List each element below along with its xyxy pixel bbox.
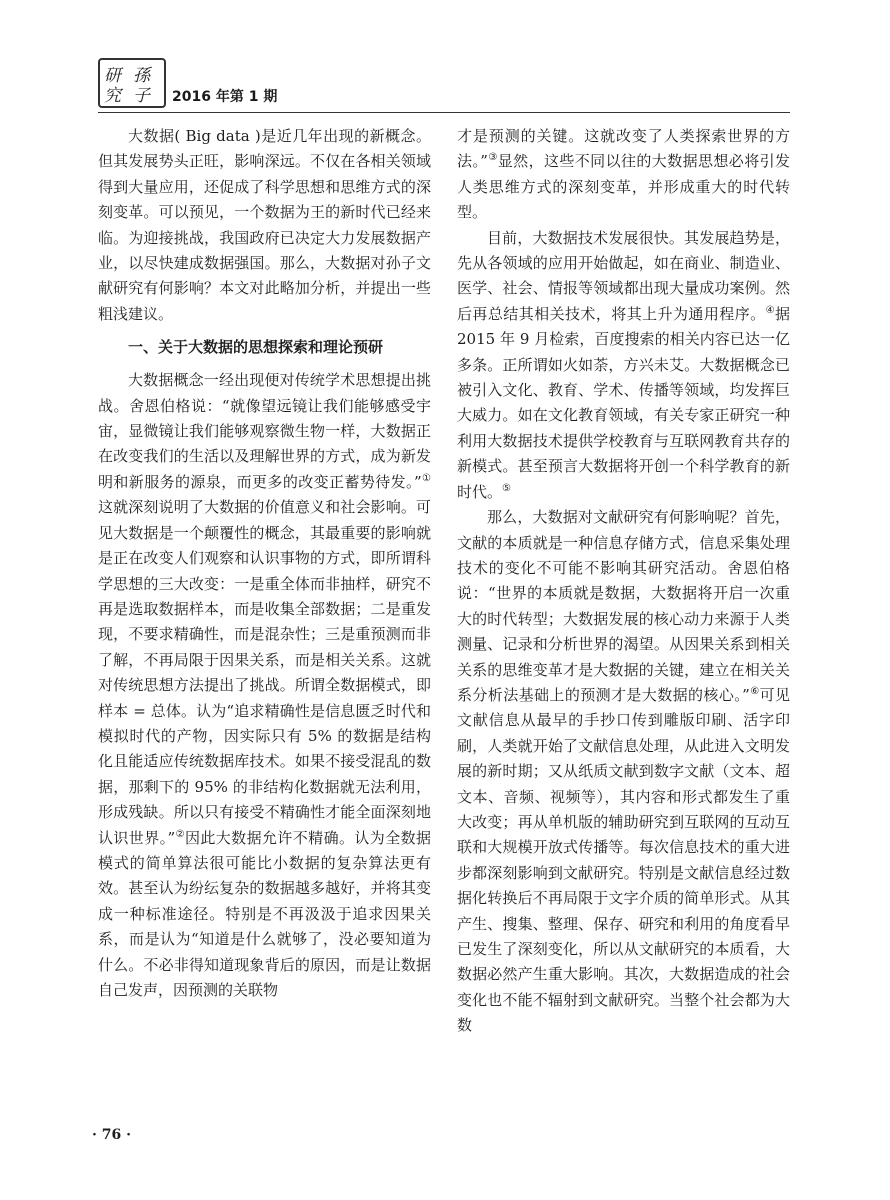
intro-paragraph: [98, 124, 431, 327]
footnote-ref-3[interactable]: ③: [487, 152, 498, 164]
journal-logo: [98, 58, 166, 108]
body-text: 这就深刻说明了大数据的价值意义和社会影响。可见大数据是一个颠覆性的概念，其最重要的影响就是正在改变人们观察和认识事物的方式，即所谓科学思想的三大改变：一是重全体而非抽样，研究不再是选取数据样本，而是收集全部数据；二是重发现，不要求精确性，而是混杂性；三是重预测而非了解，不再局限于因果关系，而是相关关系。这就对传统思想方法提出了挑战。所谓全数据模式，即样本 = 总体。认为“追求精确性是信息匮乏时代和模拟时代的产物，因实际只有 5% 的数据是结构化且能适应传统数据库技术。如果不接受混乱的数据，那剩下的 95% 的非结构化数据就无法利用，形成残缺。所以只有接受不精确性才能全面深刻地认识世界。”: [98, 498, 431, 847]
footnote-ref-1[interactable]: ①: [421, 472, 432, 484]
section-heading: 一、关于大数据的思想探索和理论预研: [128, 338, 384, 357]
body-text: 据 2015 年 9 月检索，百度搜索的相关内容已达一亿多条。正所谓如火如荼，方兴未艾。大数据概念已被引入文化、教育、学术、传播等领域，均发挥巨大威力。如在文化教育领域，有关专家正研究一种利用大数据技术提供学校教育与互联网教育共存的新模式。甚至预言大数据将开创一个科学教育的新时代。: [457, 304, 790, 501]
body-text: 目前，大数据技术发展很快。其发展趋势是，先从各领域的应用开始做起，如在商业、制造业、医学、社会、情报等领域都出现大量成功案例。然后再总结其相关技术，将其上升为通用程序。: [457, 228, 790, 323]
right-column: [457, 124, 790, 1039]
left-column: [98, 124, 431, 1003]
header-rule: [98, 112, 790, 113]
svg-text:究: 究: [104, 86, 121, 106]
body-paragraph: [457, 505, 790, 1039]
continued-paragraph: [457, 124, 790, 226]
body-paragraph: [457, 226, 790, 505]
body-paragraph: [98, 368, 431, 1003]
page-number: · 76 ·: [92, 1127, 131, 1143]
body-text: 才是预测的关键。这就改变了人类探索世界的方法。”: [457, 127, 790, 171]
footnote-ref-5[interactable]: ⑤: [502, 482, 511, 494]
footnote-ref-6[interactable]: ⑥: [749, 685, 760, 697]
svg-text:研: 研: [104, 66, 121, 86]
svg-text:孫: 孫: [133, 66, 150, 86]
body-text: 那么，大数据对文献研究有何影响呢？首先，文献的本质就是一种信息存储方式，信息采集处理技术的变化不可能不影响其研究活动。舍恩伯格说：“世界的本质就是数据，大数据将开启一次重大的时代转型；大数据发展的核心动力来源于人类测量、记录和分析世界的渴望。从因果关系到相关关系的思维变革才是大数据的关键，建立在相关关系分析法基础上的预测才是大数据的核心。”: [457, 508, 790, 704]
issue-label: 2016 年第 1 期: [172, 89, 278, 105]
journal-logo-glyphs: [100, 60, 164, 106]
footnote-ref-2[interactable]: ②: [175, 828, 185, 840]
svg-text:子: 子: [133, 86, 150, 106]
intro-text: 大数据( Big data )是近几年出现的新概念。但其发展势头正旺，影响深远。不仅在各相关领域得到大量应用，还促成了科学思想和思维方式的深刻变革。可以预见，一个数据为王的新时代已经来临。为迎接挑战，我国政府已决定大力发展数据产业，以尽快建成数据强国。那么，大数据对孙子文献研究有何影响？本文对此略加分析，并提出一些粗浅建议。: [98, 127, 431, 323]
body-text: 显然，这些不同以往的大数据思想必将引发人类思维方式的深刻变革，并形成重大的时代转型。: [457, 152, 791, 222]
body-text: 因此大数据允许不精确。认为全数据模式的简单算法很可能比小数据的复杂算法更有效。甚至认为纷纭复杂的数据越多越好，并将其变成一种标准途径。特别是不再汲汲于追求因果关系，而是认为“知道是什么就够了，没必要知道为什么。不必非得知道现象背后的原因，而是让数据自己发声，因预测的关联物: [98, 828, 432, 999]
body-text: 可见文献信息从最早的手抄口传到雕版印刷、活字印刷，人类就开始了文献信息处理，从此进入文明发展的新时期；又从纸质文献到数字文献（文本、超文本、音频、视频等），其内容和形式都发生了重大改变；再从单机版的辅助研究到互联网的互动互联和大规模开放式传播等。每次信息技术的重大进步都深刻影响到文献研究。特别是文献信息经过数据化转换后不再局限于文字介质的简单形式。从其产生、搜集、整理、保存、研究和利用的角度看早已发生了深刻变化，所以从文献研究的本质看，大数据必然产生重大影响。其次，大数据造成的社会变化也不能不辐射到文献研究。当整个社会都为大数: [457, 685, 790, 1035]
body-text: 大数据概念一经出现便对传统学术思想提出挑战。舍恩伯格说：“就像望远镜让我们能够感受宇宙，显微镜让我们能够观察微生物一样，大数据正在改变我们的生活以及理解世界的方式，成为新发明和新服务的源泉，而更多的改变正蓄势待发。”: [98, 371, 431, 491]
footnote-ref-4[interactable]: ④: [765, 304, 775, 316]
